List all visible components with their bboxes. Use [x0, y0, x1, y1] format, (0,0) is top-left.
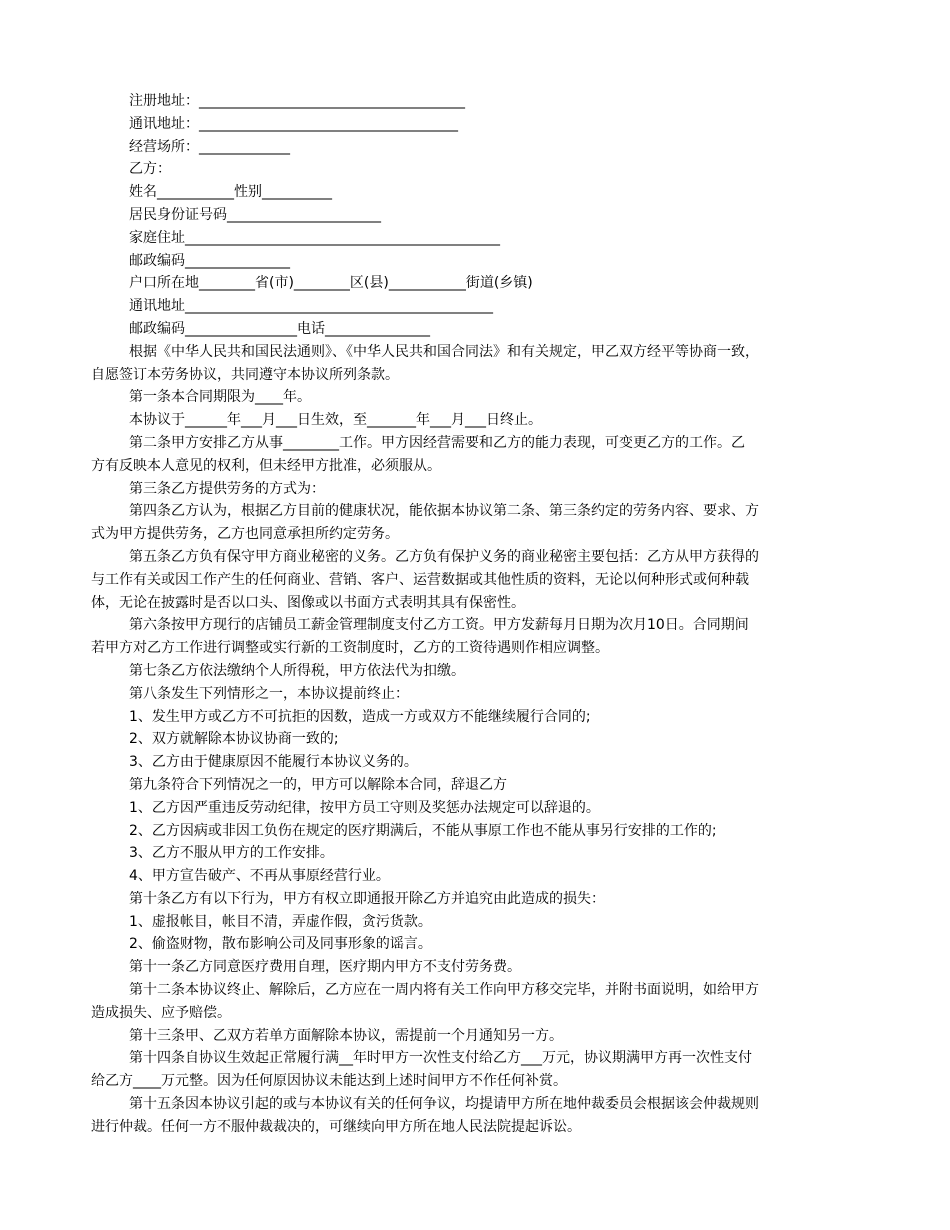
- document-text-line: 邮政编码_______________: [129, 252, 290, 269]
- document-body: [91, 90, 866, 1139]
- document-text-line: 2、双方就解除本协议协商一致的;: [129, 731, 339, 748]
- document-text-line: 1、乙方因严重违反劳动纪律，按甲方员工守则及奖惩办法规定可以辞退的。: [129, 799, 600, 816]
- document-text-line: 1、发生甲方或乙方不可抗拒的因数，造成一方或双方不能继续履行合同的;: [129, 708, 591, 725]
- document-text-line: 3、乙方由于健康原因不能履行本协议义务的。: [129, 754, 418, 771]
- document-text-line: 式为甲方提供劳务，乙方也同意承担所约定劳务。: [91, 526, 399, 543]
- document-text-line: 第一条本合同期限为____年。: [129, 389, 311, 406]
- document-text-line: 第八条发生下列情形之一，本协议提前终止：: [129, 685, 409, 702]
- document-text-line: 体，无论在披露时是否以口头、图像或以书面方式表明其具有保密性。: [91, 594, 525, 611]
- document-text-line: 户口所在地________省(市)________区(县)___________街道(乡镇): [129, 275, 533, 292]
- document-text-line: 方有反映本人意见的权利，但未经甲方批准，必须服从。: [91, 457, 441, 474]
- document-text-line: 家庭住址_____________________________________________: [129, 229, 500, 246]
- document-text-line: 第六条按甲方现行的店铺员工薪金管理制度支付乙方工资。甲方发薪每月日期为次月10日。合同期间: [129, 617, 749, 634]
- document-text-line: 通讯地址____________________________________________: [129, 298, 493, 315]
- document-text-line: 第七条乙方依法缴纳个人所得税，甲方依法代为扣缴。: [129, 662, 465, 679]
- document-text-line: 若甲方对乙方工作进行调整或实行新的工资制度时，乙方的工资待遇则作相应调整。: [91, 640, 609, 657]
- document-text-line: 第十三条甲、乙双方若单方面解除本协议，需提前一个月通知另一方。: [129, 1027, 563, 1044]
- document-text-line: 造成损失、应予赔偿。: [91, 1004, 231, 1021]
- document-text-line: 第十五条因本协议引起的或与本协议有关的任何争议，均提请甲方所在地仲裁委员会根据该会仲裁规则: [129, 1096, 759, 1113]
- document-text-line: 第三条乙方提供劳务的方式为：: [129, 480, 325, 497]
- document-text-line: 第十一条乙方同意医疗费用自理，医疗期内甲方不支付劳务费。: [129, 959, 521, 976]
- document-text-line: 4、甲方宣告破产、不再从事原经营行业。: [129, 868, 390, 885]
- document-text-line: 本协议于______年___月___日生效，至_______年___月___日终止。: [129, 412, 542, 429]
- document-text-line: 第十二条本协议终止、解除后，乙方应在一周内将有关工作向甲方移交完毕，并附书面说明，如给甲方: [129, 982, 759, 999]
- document-text-line: 第二条甲方安排乙方从事________工作。甲方因经营需要和乙方的能力表现，可变更乙方的工作。乙: [129, 434, 745, 451]
- document-text-line: 第十条乙方有以下行为，甲方有权立即通报开除乙方并追究由此造成的损失：: [129, 890, 605, 907]
- document-text-line: 进行仲裁。任何一方不服仲裁裁决的，可继续向甲方所在地人民法院提起诉讼。: [91, 1118, 581, 1135]
- document-text-line: 第十四条自协议生效起正常履行满__年时甲方一次性支付给乙方___万元，协议期满甲方再一次性支付: [129, 1050, 752, 1067]
- document-text-line: 与工作有关或因工作产生的任何商业、营销、客户、运营数据或其他性质的资料，无论以何种形式或何种载: [91, 571, 749, 588]
- document-text-line: 2、乙方因病或非因工负伤在规定的医疗期满后，不能从事原工作也不能从事另行安排的工作的;: [129, 822, 717, 839]
- document-text-line: 第五条乙方负有保守甲方商业秘密的义务。乙方负有保护义务的商业秘密主要包括：乙方从甲方获得的: [129, 548, 759, 565]
- document-text-line: 第四条乙方认为，根据乙方目前的健康状况，能依据本协议第二条、第三条约定的劳务内容、要求、方: [129, 503, 759, 520]
- document-text-line: 乙方：: [129, 161, 171, 178]
- document-text-line: 根据《中华人民共和国民法通则》、《中华人民共和国合同法》和有关规定，甲乙双方经平等协商一致，: [129, 343, 759, 360]
- document-text-line: 2、偷盗财物，散布影响公司及同事形象的谣言。: [129, 936, 432, 953]
- document-text-line: 注册地址：______________________________________: [129, 93, 465, 109]
- document-text-line: 邮政编码________________电话_______________: [129, 320, 430, 337]
- document-text-line: 经营场所：_____________: [129, 138, 290, 155]
- document-text-line: 给乙方____万元整。因为任何原因协议未能达到上述时间甲方不作任何补赏。: [91, 1073, 567, 1090]
- document-text-line: 第九条符合下列情况之一的，甲方可以解除本合同，辞退乙方: [129, 776, 507, 793]
- document-text-line: 通讯地址：_____________________________________: [129, 115, 458, 132]
- document-text-line: 姓名___________性别__________: [129, 184, 332, 201]
- document-text-line: 居民身份证号码______________________: [129, 206, 381, 223]
- document-text-line: 3、乙方不服从甲方的工作安排。: [129, 845, 334, 862]
- document-text-line: 1、虚报帐目，帐目不清，弄虚作假，贪污货款。: [129, 913, 432, 930]
- document-text-line: 自愿签订本劳务协议，共同遵守本协议所列条款。: [91, 366, 399, 383]
